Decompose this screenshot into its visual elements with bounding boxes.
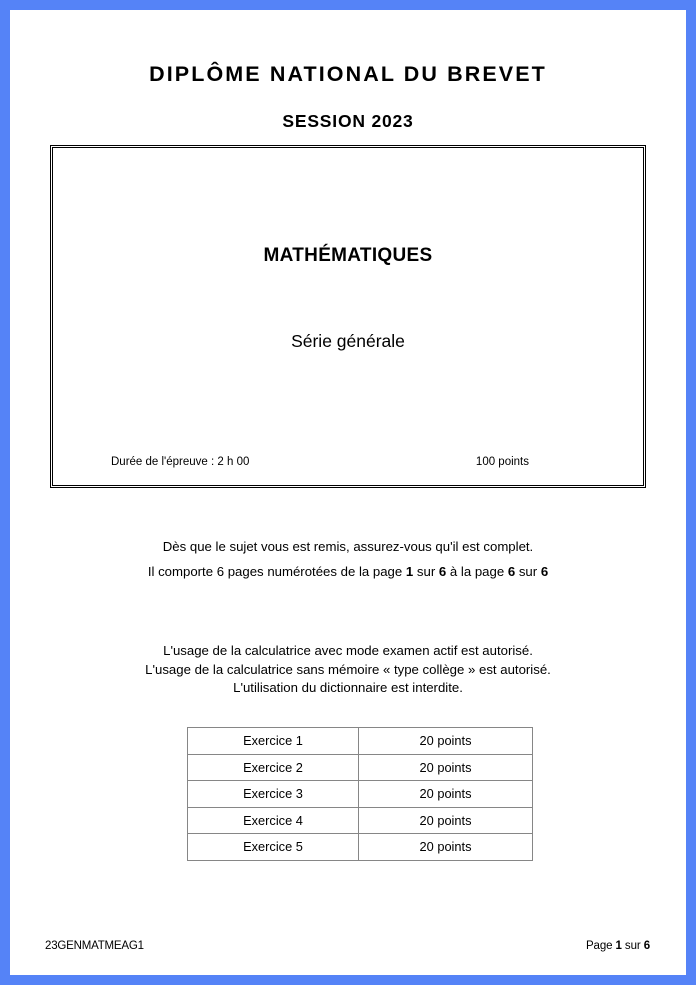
- table-row: [188, 728, 533, 755]
- completeness-notice-line-1: Dès que le sujet vous est remis, assurez-vous qu'il est complet.: [162, 539, 534, 554]
- page-count-text-part-3: à la page: [446, 564, 508, 579]
- rule-calculator-no-memory: L'usage de la calculatrice sans mémoire « type collège » est autorisé.: [145, 661, 551, 677]
- exam-rules-notice: [10, 642, 686, 698]
- table-row: [188, 807, 533, 834]
- page-footer: [10, 940, 686, 952]
- exercise-label: Exercice 5: [188, 834, 359, 861]
- subject-series: Série générale: [291, 331, 405, 351]
- footer-current-page: 1: [615, 940, 622, 952]
- table-row: [188, 834, 533, 861]
- page-count-first-total: 6: [438, 564, 447, 579]
- footer-page-middle: sur: [621, 940, 644, 952]
- exercise-label: Exercice 2: [188, 754, 359, 781]
- exercise-label: Exercice 3: [188, 781, 359, 808]
- exercise-label: Exercice 1: [188, 728, 359, 755]
- table-row: [188, 754, 533, 781]
- page-title: DIPLÔME NATIONAL DU BREVET: [149, 62, 547, 86]
- session-subtitle: SESSION 2023: [282, 111, 414, 131]
- exercise-points: 20 points: [359, 781, 533, 808]
- completeness-notice-line-2: [10, 559, 686, 584]
- footer-subject-code: 23GENMATMEAG1: [45, 940, 144, 952]
- table-row: [188, 781, 533, 808]
- exercise-points: 20 points: [359, 834, 533, 861]
- exam-duration: Durée de l'épreuve : 2 h 00: [111, 456, 250, 468]
- page-count-last-total: 6: [540, 564, 549, 579]
- footer-total-pages: 6: [643, 940, 650, 952]
- exercise-points-table-body: [188, 728, 533, 861]
- exercise-points: 20 points: [359, 807, 533, 834]
- exercise-points-table: [187, 727, 533, 861]
- page-count-text-part-2: sur: [413, 564, 439, 579]
- page-count-text-part-1: Il comporte 6 pages numérotées de la page: [147, 564, 406, 579]
- subject-box: [50, 145, 646, 488]
- footer-page-number: [586, 940, 650, 952]
- page-count-last-page: 6: [507, 564, 516, 579]
- document-page: [10, 10, 686, 975]
- subject-name: MATHÉMATIQUES: [263, 245, 433, 266]
- exercise-points: 20 points: [359, 754, 533, 781]
- completeness-notice: [10, 534, 686, 584]
- rule-dictionary-forbidden: L'utilisation du dictionnaire est interdite.: [233, 680, 463, 695]
- subject-meta-row: [53, 456, 643, 468]
- rule-calculator-exam-mode: L'usage de la calculatrice avec mode examen actif est autorisé.: [163, 643, 533, 658]
- page-count-text-part-4: sur: [515, 564, 541, 579]
- exam-total-points: 100 points: [475, 456, 529, 468]
- page-count-first-page: 1: [405, 564, 414, 579]
- exercise-points: 20 points: [359, 728, 533, 755]
- exercise-label: Exercice 4: [188, 807, 359, 834]
- footer-page-prefix: Page: [585, 940, 616, 952]
